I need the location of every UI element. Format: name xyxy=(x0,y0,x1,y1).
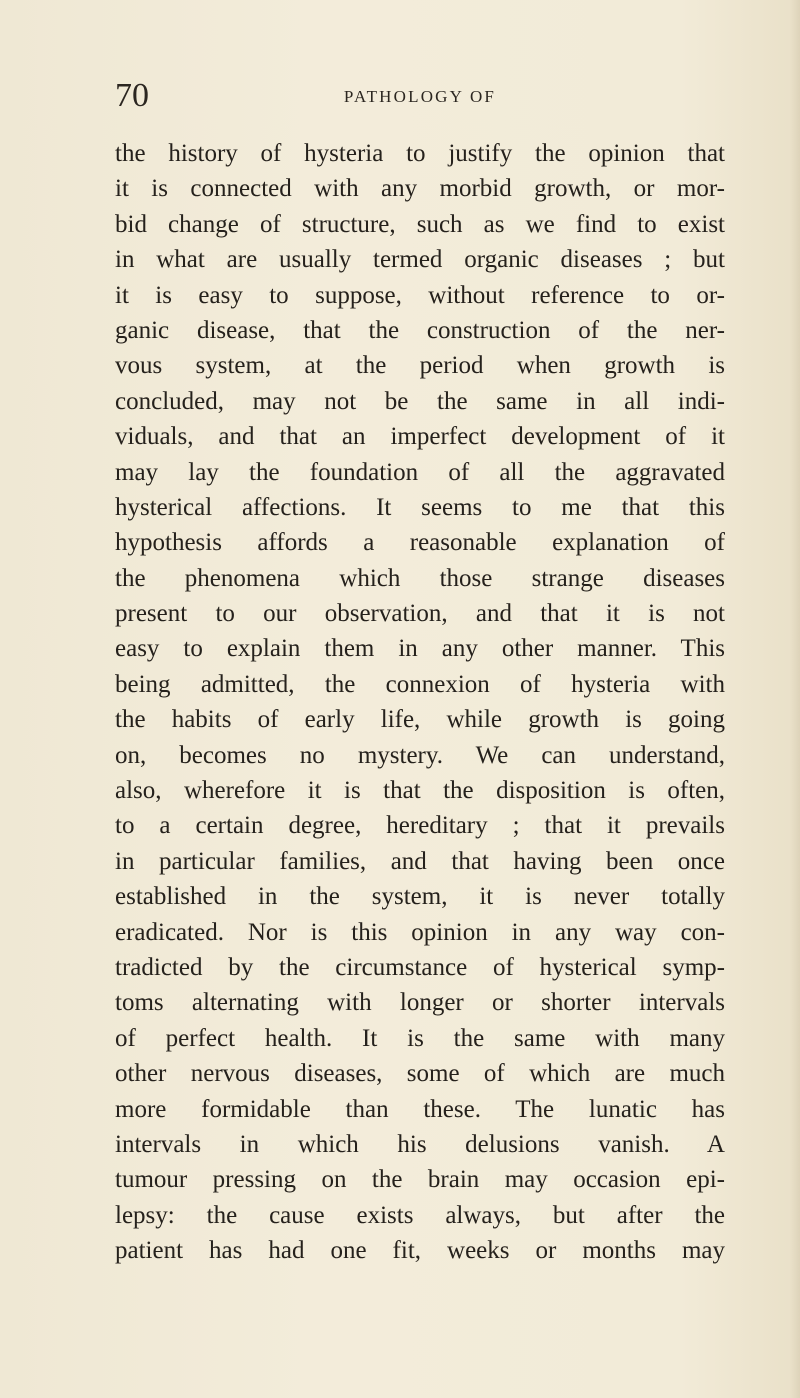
page-number: 70 xyxy=(115,77,149,114)
text-line: on, becomes no mystery. We can understand, xyxy=(115,741,725,769)
text-line: the phenomena which those strange diseases xyxy=(115,564,725,592)
text-line: tradicted by the circumstance of hysterical symp- xyxy=(115,953,725,981)
text-line: ganic disease, that the construction of the ner- xyxy=(115,316,725,344)
text-line: patient has had one fit, weeks or months may xyxy=(115,1237,725,1265)
text-line: being admitted, the connexion of hysteria with xyxy=(115,670,725,698)
text-line: hypothesis affords a reasonable explanation of xyxy=(115,529,725,557)
text-line: easy to explain them in any other manner. This xyxy=(115,635,725,663)
text-line: lepsy: the cause exists always, but after the xyxy=(115,1201,725,1229)
text-line: concluded, may not be the same in all indi- xyxy=(115,387,725,415)
text-line: other nervous diseases, some of which are much xyxy=(115,1060,725,1088)
text-line: it is connected with any morbid growth, or mor- xyxy=(115,175,725,203)
text-line: the history of hysteria to justify the opinion that xyxy=(115,140,725,167)
text-line: hysterical affections. It seems to me that this xyxy=(115,493,725,521)
text-line: also, wherefore it is that the disposition is often, xyxy=(115,777,725,805)
text-line: tumour pressing on the brain may occasion epi- xyxy=(115,1166,725,1194)
text-line: more formidable than these. The lunatic has xyxy=(115,1095,725,1123)
text-line: bid change of structure, such as we find to exist xyxy=(115,210,725,238)
body-text xyxy=(115,136,725,1269)
text-line: in what are usually termed organic diseases ; but xyxy=(115,246,725,274)
text-line: intervals in which his delusions vanish. A xyxy=(115,1130,725,1158)
text-line: vous system, at the period when growth is xyxy=(115,352,725,380)
running-head: PATHOLOGY OF xyxy=(343,87,497,106)
text-line: it is easy to suppose, without reference to or- xyxy=(115,281,725,309)
text-line: the habits of early life, while growth is going xyxy=(115,706,725,734)
text-line: eradicated. Nor is this opinion in any way con- xyxy=(115,918,725,946)
text-line: viduals, and that an imperfect development of it xyxy=(115,423,725,451)
page-edge-shadow xyxy=(790,0,800,1398)
text-line: toms alternating with longer or shorter intervals xyxy=(115,989,725,1017)
text-line: present to our observation, and that it is not xyxy=(115,600,725,628)
text-line: to a certain degree, hereditary ; that it prevails xyxy=(115,812,725,840)
text-line: of perfect health. It is the same with many xyxy=(115,1024,725,1052)
text-line: established in the system, it is never totally xyxy=(115,883,725,911)
text-line: in particular families, and that having been once xyxy=(115,847,725,875)
text-line: may lay the foundation of all the aggravated xyxy=(115,458,725,486)
page-header xyxy=(115,76,725,116)
